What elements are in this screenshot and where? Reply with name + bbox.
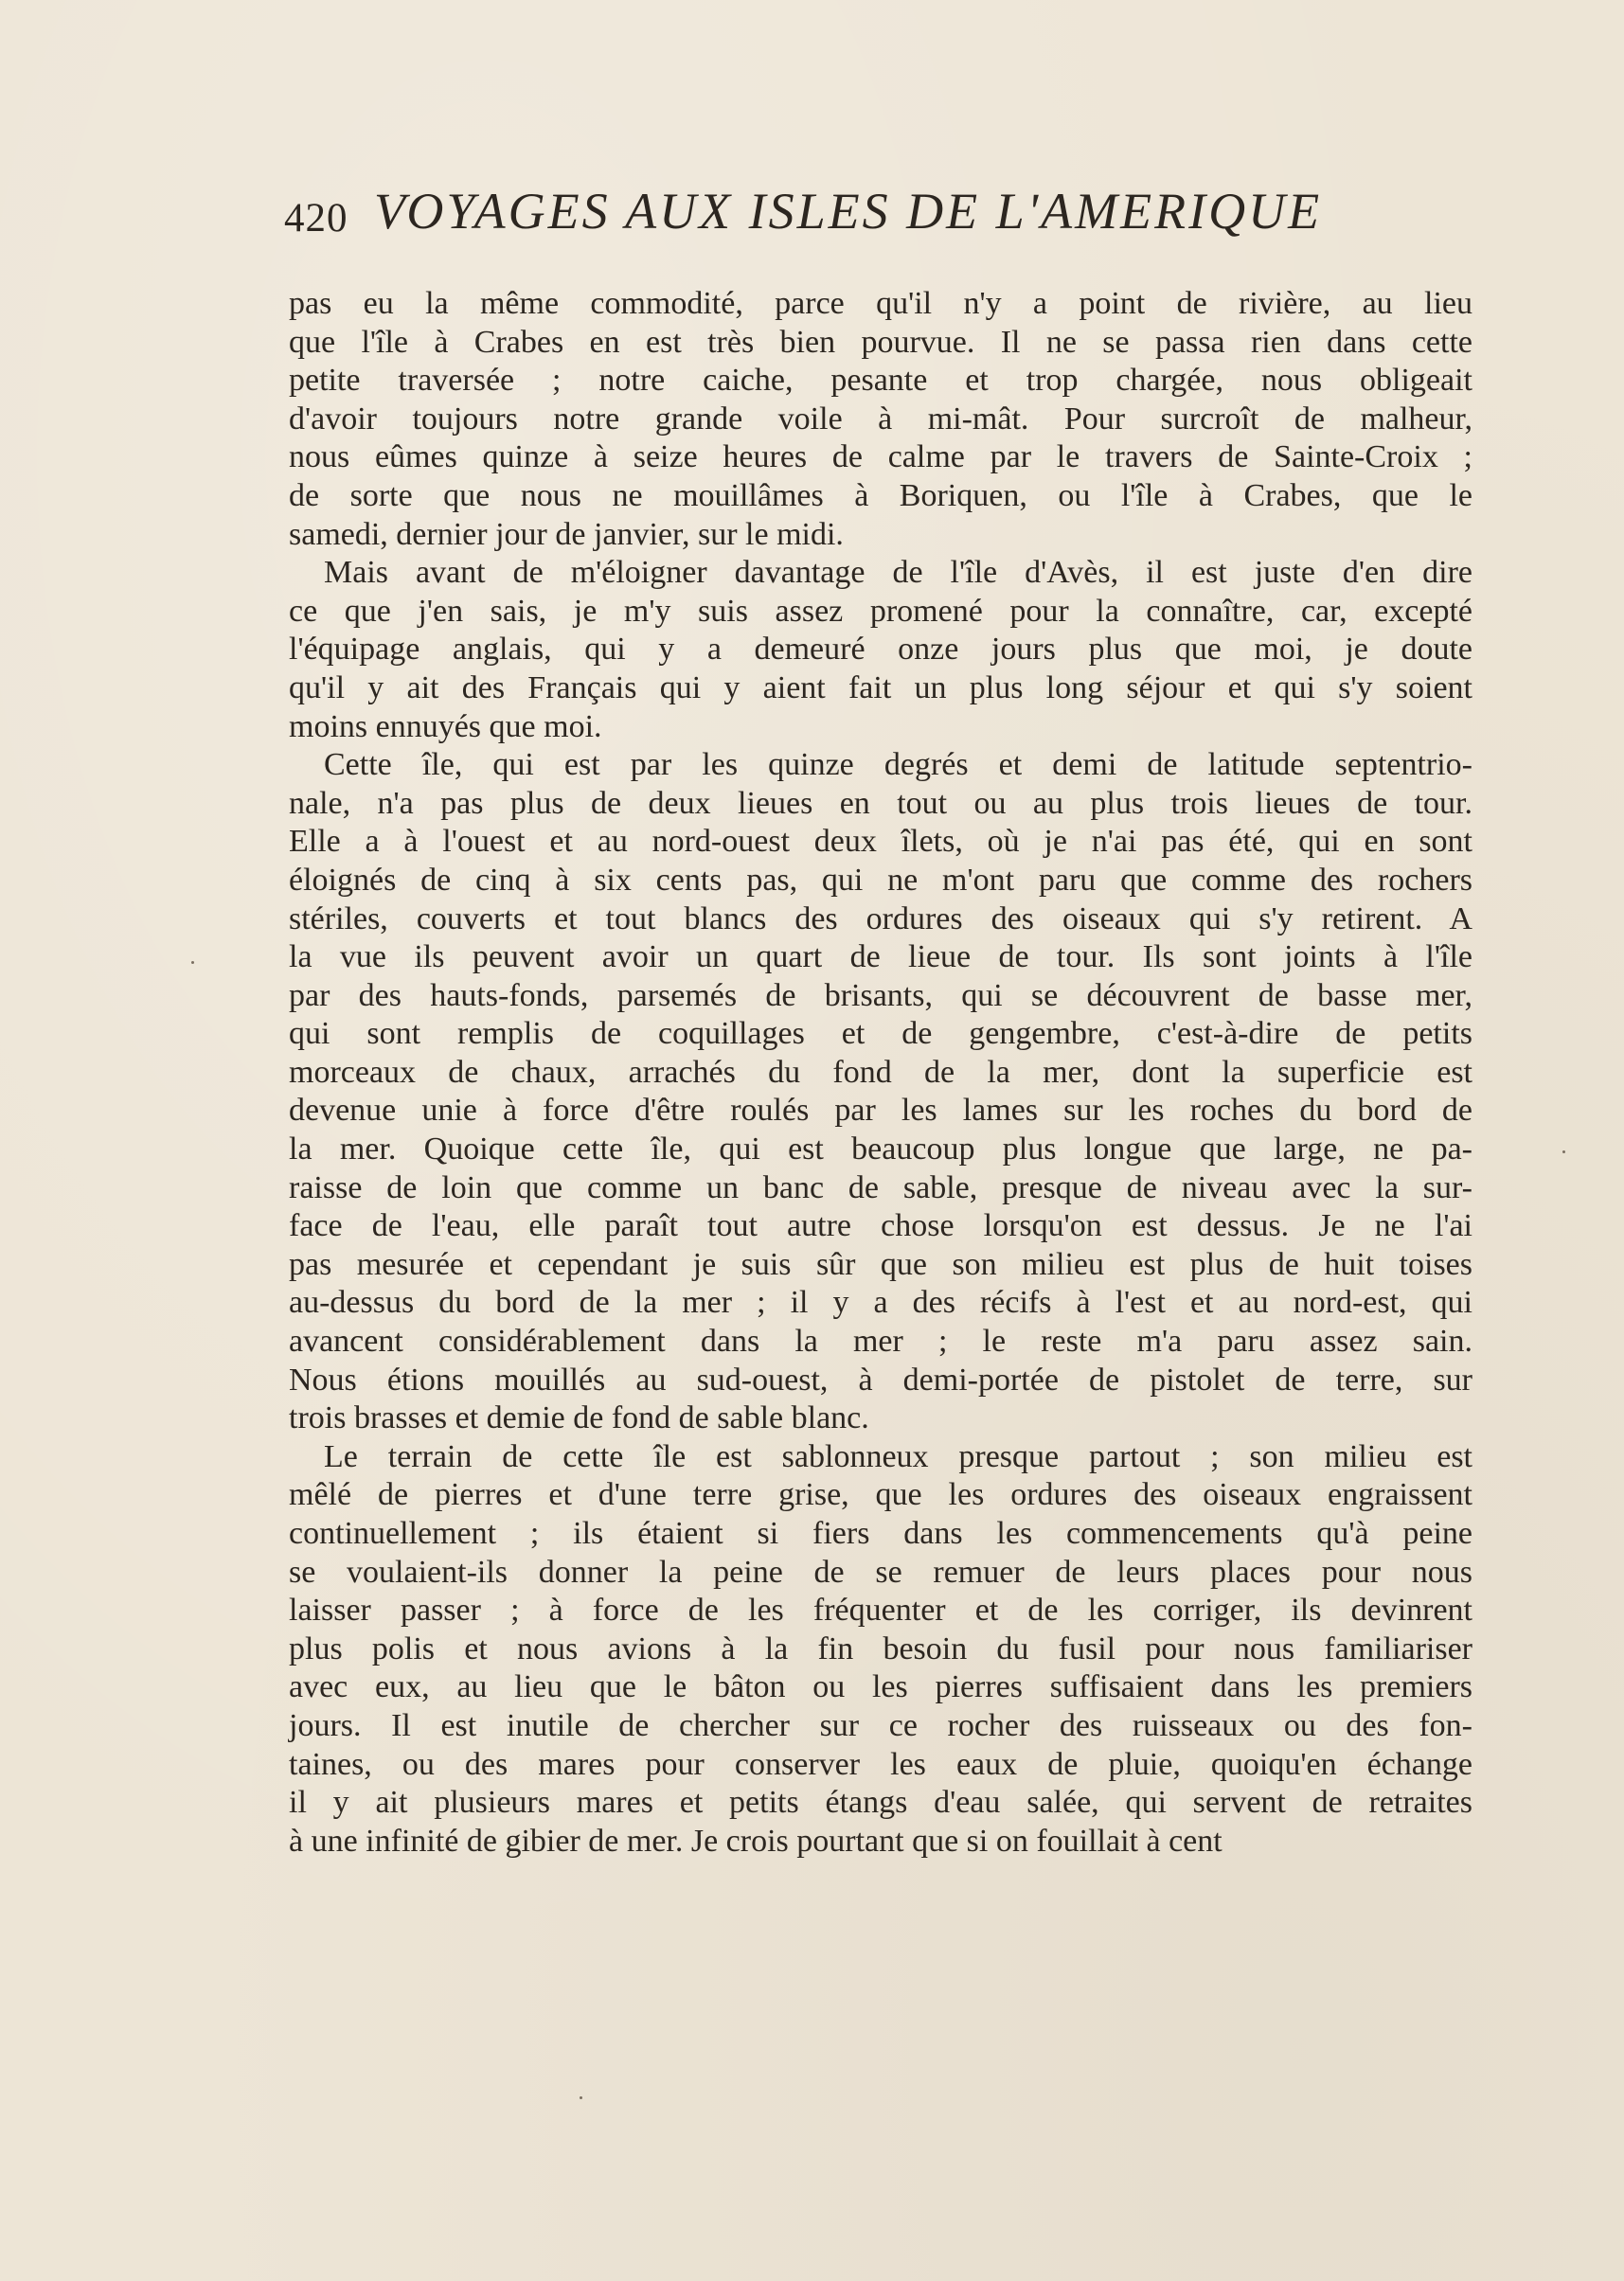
text-line: Elle a à l'ouest et au nord-ouest deux îlets, où je n'ai pas été, qui en sont	[289, 824, 1472, 860]
text-line: la vue ils peuvent avoir un quart de lieue de tour. Ils sont joints à l'île	[289, 939, 1472, 975]
text-line: l'équipage anglais, qui y a demeuré onze jours plus que moi, je doute	[289, 632, 1472, 668]
text-line: trois brasses et demie de fond de sable blanc.	[289, 1400, 869, 1436]
page-header	[284, 182, 1477, 258]
paper-speck	[580, 2096, 582, 2099]
text-line: samedi, dernier jour de janvier, sur le midi.	[289, 516, 844, 552]
text-line: laisser passer ; à force de les fréquenter et de les corriger, ils devinrent	[289, 1593, 1472, 1629]
text-line: pas mesurée et cependant je suis sûr que son milieu est plus de huit toises	[289, 1246, 1472, 1282]
text-line: Le terrain de cette île est sablonneux presque partout ; son milieu est	[324, 1438, 1472, 1474]
text-line: au-dessus du bord de la mer ; il y a des récifs à l'est et au nord-est, qui	[289, 1285, 1472, 1321]
text-line: nale, n'a pas plus de deux lieues en tout ou au plus trois lieues de tour.	[289, 785, 1472, 821]
text-line: nous eûmes quinze à seize heures de calme par le travers de Sainte-Croix ;	[289, 439, 1472, 475]
text-line: pas eu la même commodité, parce qu'il n'y a point de rivière, au lieu	[289, 286, 1472, 321]
text-line: d'avoir toujours notre grande voile à mi-mât. Pour surcroît de malheur,	[289, 401, 1472, 437]
text-line: mêlé de pierres et d'une terre grise, que les ordures des oiseaux engraissent	[289, 1477, 1472, 1513]
text-line: avancent considérablement dans la mer ; le reste m'a paru assez sain.	[289, 1324, 1472, 1360]
text-line: de sorte que nous ne mouillâmes à Boriquen, ou l'île à Crabes, que le	[289, 477, 1472, 513]
text-line: ce que j'en sais, je m'y suis assez promené pour la connaître, car, excepté	[289, 593, 1472, 629]
text-line: morceaux de chaux, arrachés du fond de la mer, dont la superficie est	[289, 1054, 1472, 1090]
text-line: face de l'eau, elle paraît tout autre chose lorsqu'on est dessus. Je ne l'ai	[289, 1208, 1472, 1244]
running-title: VOYAGES AUX ISLES DE L'AMERIQUE	[374, 183, 1323, 240]
text-line: Cette île, qui est par les quinze degrés et demi de latitude septentrio-	[324, 747, 1472, 783]
text-line: la mer. Quoique cette île, qui est beaucoup plus longue que large, ne pa-	[289, 1132, 1472, 1167]
text-line: Nous étions mouillés au sud-ouest, à demi-portée de pistolet de terre, sur	[289, 1362, 1472, 1398]
text-line: raisse de loin que comme un banc de sable, presque de niveau avec la sur-	[289, 1169, 1472, 1205]
text-line: éloignés de cinq à six cents pas, qui ne m'ont paru que comme des rochers	[289, 862, 1472, 898]
body-text	[289, 285, 1472, 1861]
text-line: taines, ou des mares pour conserver les eaux de pluie, quoiqu'en échange	[289, 1746, 1472, 1782]
text-line: Mais avant de m'éloigner davantage de l'île d'Avès, il est juste d'en dire	[324, 555, 1472, 591]
paper-speck	[1562, 1150, 1565, 1153]
text-line: qu'il y ait des Français qui y aient fait un plus long séjour et qui s'y soient	[289, 669, 1472, 705]
text-line: avec eux, au lieu que le bâton ou les pierres suffisaient dans les premiers	[289, 1669, 1472, 1705]
text-line: plus polis et nous avions à la fin besoin du fusil pour nous familiariser	[289, 1631, 1472, 1666]
text-line: que l'île à Crabes en est très bien pourvue. Il ne se passa rien dans cette	[289, 324, 1472, 360]
paper-speck	[191, 961, 194, 964]
page-number: 420	[284, 196, 348, 241]
text-line: jours. Il est inutile de chercher sur ce rocher des ruisseaux ou des fon-	[289, 1707, 1472, 1743]
text-line: par des hauts-fonds, parsemés de brisants, qui se découvrent de basse mer,	[289, 977, 1472, 1013]
text-line: qui sont remplis de coquillages et de gengembre, c'est-à-dire de petits	[289, 1016, 1472, 1052]
text-line: se voulaient-ils donner la peine de se remuer de leurs places pour nous	[289, 1554, 1472, 1590]
text-line: devenue unie à force d'être roulés par les lames sur les roches du bord de	[289, 1093, 1472, 1129]
text-line: continuellement ; ils étaient si fiers dans les commencements qu'à peine	[289, 1516, 1472, 1551]
text-line: à une infinité de gibier de mer. Je crois pourtant que si on fouillait à cent	[289, 1823, 1222, 1859]
text-line: il y ait plusieurs mares et petits étangs d'eau salée, qui servent de retraites	[289, 1785, 1472, 1821]
text-line: stériles, couverts et tout blancs des ordures des oiseaux qui s'y retirent. A	[289, 900, 1472, 936]
text-line: petite traversée ; notre caiche, pesante et trop chargée, nous obligeait	[289, 363, 1472, 399]
text-line: moins ennuyés que moi.	[289, 708, 602, 744]
